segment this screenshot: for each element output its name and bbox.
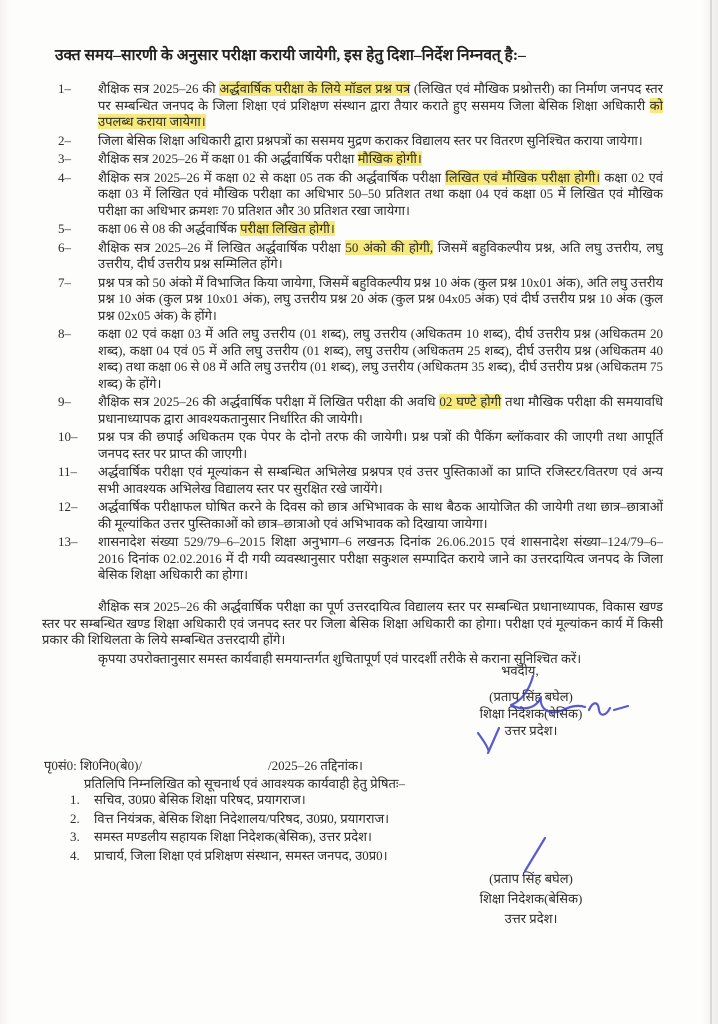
- copy-recipient-item: [70, 848, 630, 863]
- signatory-name: (प्रताप सिंह बघेल): [489, 689, 573, 704]
- directives-list: [58, 81, 663, 586]
- directive-text: [98, 394, 663, 427]
- directive-text: [98, 221, 663, 238]
- directive-number: 9–: [58, 394, 71, 409]
- closing-section: [42, 599, 663, 669]
- document-heading: उक्त समय–सारणी के अनुसार परीक्षा करायी जायेगी, इस हेतु दिशा–निर्देश निम्नवत् है:–: [55, 47, 526, 64]
- text-run: कक्षा 02 एवं कक्षा 03 में लिखित एवं मौखिक परीक्षा का अधिभार 50–50 प्रतिशत तथा कक्षा 04 एवं कक्षा 05 में लिखित एवं मौखिक परीक्षा का अधिभार क्रमशः 70 प्रतिशत और 30 प्रतिशत रखा जायेगा।: [98, 169, 663, 218]
- text-run: शासनादेश संख्या 529/79–6–2015 शिक्षा अनुभाग–6 लखनऊ दिनांक 26.06.2015 एवं शासनादेश संख्या–124/79–6–2016 दिनांक 02.02.2016 में दी गयी व्यवस्थानुसार परीक्षा सकुशल सम्पादित कराये जाने का उत्तरदायित्व जनपद के जिला बेसिक शिक्षा अधिकारी का होगा।: [98, 534, 663, 582]
- text-run: जिसमें बहुविकल्पीय प्रश्न, अति लघु उत्तरीय, लघु उत्तरीय, दीर्घ उत्तरीय प्रश्न सम्मिलित होंगे।: [98, 239, 663, 271]
- directive-item: [58, 275, 663, 325]
- signature-block-bottom: [446, 869, 616, 929]
- highlighted-text: लिखित एवं मौखिक परीक्षा होगी।: [445, 169, 601, 185]
- text-run: शैक्षिक सत्र 2025–26 की: [98, 81, 220, 96]
- copy-recipient-text: सचिव, उ0प्र0 बेसिक शिक्षा परिषद, प्रयागराज।: [94, 792, 306, 807]
- directive-number: 11–: [58, 464, 78, 479]
- directive-text: [98, 499, 663, 532]
- text-run: प्रश्न पत्र को 50 अंको में विभाजित किया जायेगा, जिसमें बहुविकल्पीय प्रश्न 10 अंक (कुल प्रश्न 10x01 अंक), अति लघु उत्तरीय प्रश्न 10 अंक (कुल प्रश्न 10x01 अंक), लघु उत्तरीय प्रश्न 20 अंक (कुल प्रश्न 04x05 अंक) एवं दीर्घ उत्तरीय प्रश्न 10 अंक (कुल प्रश्न 02x05 अंक) के होंगे।: [98, 274, 663, 323]
- copy-recipient-item: [70, 811, 630, 826]
- highlighted-text: को उपलब्ध कराया जायेगा।: [98, 97, 663, 129]
- directive-item: [58, 133, 663, 150]
- copy-recipient-number: 2.: [70, 810, 80, 826]
- text-run: तथा मौखिक परीक्षा की समयावधि प्रधानाध्यापक द्वारा आवश्यकतानुसार निर्धारित की जायेगी।: [98, 394, 663, 426]
- signatory-title: शिक्षा निदेशक(बेसिक): [479, 706, 583, 721]
- directive-item: [58, 499, 663, 532]
- directive-number: 7–: [58, 274, 71, 290]
- text-run: कक्षा 02 एवं कक्षा 03 में अति लघु उत्तरीय (01 शब्द), लघु उत्तरीय (अधिकतम 10 शब्द), दीर्घ उत्तरीय प्रश्न (अधिकतम 20 शब्द), कक्षा 04 एवं 05 में अति लघु उत्तरीय (01 शब्द), लघु उत्तरीय (अधिकतम 25 शब्द), दीर्घ उत्तरीय प्रश्न (अधिकतम 40 शब्द) तथा कक्षा 06 से 08 में अति लघु उत्तरीय (01 शब्द), लघु उत्तरीय (अधिकतम 35 शब्द), दीर्घ उत्तरीय प्रश्न (अधिकतम 75 शब्द) के होंगे।: [98, 326, 663, 391]
- text-run: (लिखित एवं मौखिक प्रश्नोत्तरी) का निर्माण जनपद स्तर पर सम्बन्धित जनपद के जिला शिक्षा एवं प्रशिक्षण संस्थान द्वारा तैयार कराते हुए ससमय जिला बेसिक शिक्षा अधिकारी: [98, 81, 663, 113]
- directive-number: 3–: [58, 151, 71, 166]
- directive-text: [98, 133, 663, 150]
- text-run: शैक्षिक सत्र 2025–26 में कक्षा 02 से कक्षा 05 तक की अर्द्धवार्षिक परीक्षा: [98, 169, 446, 185]
- reference-line: [44, 756, 664, 774]
- highlighted-text: 50 अंको की होगी,: [345, 239, 434, 255]
- copy-recipient-number: 1.: [70, 792, 80, 807]
- text-run: अर्द्धवार्षिक परीक्षाफल घोषित करने के दिवस को छात्र अभिभावक के साथ बैठक आयोजित की जायेगी तथा छात्र–छात्राओं की मूल्यांकित उत्तर पुस्तिकाओं को छात्र–छात्राओ एवं अभिभावक को दिखाया जायेगा।: [98, 499, 663, 531]
- directive-text: [98, 464, 663, 497]
- text-run: शैक्षिक सत्र 2025–26 में लिखित अर्द्धवार्षिक परीक्षा: [98, 239, 346, 255]
- directive-item: [58, 394, 663, 427]
- directive-item: [58, 326, 663, 392]
- directive-number: 13–: [58, 534, 78, 549]
- directive-text: [98, 534, 663, 584]
- signatory-region: उत्तर प्रदेश।: [504, 911, 558, 926]
- signatory-title: शिक्षा निदेशक(बेसिक): [479, 891, 583, 906]
- highlighted-text: मौखिक होगी।: [357, 151, 422, 166]
- directive-item: [58, 170, 663, 220]
- directive-text: [98, 275, 663, 325]
- signatory-region: उत्तर प्रदेश।: [504, 723, 558, 738]
- directive-number: 6–: [58, 239, 71, 255]
- directive-number: 4–: [58, 169, 71, 185]
- directive-number: 2–: [58, 132, 71, 148]
- directive-item: [58, 464, 663, 497]
- signature-block-main: [446, 688, 616, 739]
- directive-item: [58, 240, 663, 273]
- reference-number-prefix: पृ0सं0: शि0नि0(बे0)/: [44, 758, 143, 773]
- copy-recipients-list: [70, 792, 630, 866]
- signatory-name: (प्रताप सिंह बघेल): [489, 871, 573, 886]
- closing-paragraph-responsibility: शैक्षिक सत्र 2025–26 की अर्द्धवार्षिक परीक्षा का पूर्ण उत्तरदायित्व विद्यालय स्तर पर सम्बन्धित प्रधानाध्यापक, विकास खण्ड स्तर पर सम्बन्धित खण्ड शिक्षा अधिकारी एवं जनपद स्तर पर जिला बेसिक शिक्षा अधिकारी का होगा। परीक्षा एवं मूल्यांकन कार्य में किसी प्रकार की शिथिलता के लिये सम्बन्धित उत्तरदायी होंगे।: [42, 599, 663, 647]
- copy-recipient-text: वित्त नियंत्रक, बेसिक शिक्षा निदेशालय/परिषद, उ0प्र0, प्रयागराज।: [94, 810, 390, 826]
- directive-text: [98, 429, 663, 462]
- copy-recipient-text: प्राचार्य, जिला शिक्षा एवं प्रशिक्षण संस्थान, समस्त जनपद, उ0प्र0।: [94, 847, 388, 863]
- text-run: प्रश्न पत्र की छपाई अधिकतम एक पेपर के दोनो तरफ की जायेगी। प्रश्न पत्रों की पैकिंग ब्लॉकवार की जाएगी तथा आपूर्ति जनपद स्तर पर प्राप्त की जाएगी।: [98, 429, 663, 461]
- directive-number: 12–: [58, 499, 78, 514]
- highlighted-text: अर्द्धवार्षिक परीक्षा के लिये मॉडल प्रश्न पत्र: [219, 81, 411, 96]
- directive-item: [58, 534, 663, 584]
- directive-number: 10–: [58, 429, 78, 444]
- salutation: भवदीय,: [501, 663, 539, 678]
- copy-recipient-number: 3.: [70, 829, 80, 844]
- scan-edge-line: [710, 0, 712, 1024]
- directive-item: [58, 429, 663, 462]
- directive-text: [98, 81, 663, 131]
- highlighted-text: परीक्षा लिखित होगी।: [240, 221, 335, 236]
- copy-recipient-item: [70, 829, 630, 844]
- copy-recipient-item: [70, 792, 630, 807]
- text-run: शैक्षिक सत्र 2025–26 में कक्षा 01 की अर्द्धवार्षिक परीक्षा: [98, 151, 358, 166]
- closing-paragraph-request: कृपया उपरोक्तानुसार समस्त कार्यवाही समयान्तर्गत शुचितापूर्ण एवं पारदर्शी तरीके से कराना सुनिश्चित करें।: [98, 650, 582, 666]
- text-run: शैक्षिक सत्र 2025–26 की अर्द्धवार्षिक परीक्षा में लिखित परीक्षा की अवधि: [98, 394, 440, 409]
- directive-number: 1–: [58, 81, 71, 96]
- text-run: कक्षा 06 से 08 की अर्द्धवार्षिक: [98, 221, 241, 236]
- directive-item: [58, 81, 663, 131]
- highlighted-text: 02 घण्टे होगी: [439, 394, 502, 409]
- directive-text: [98, 240, 663, 273]
- directive-text: [98, 170, 663, 220]
- directive-text: [98, 326, 663, 392]
- text-run: अर्द्धवार्षिक परीक्षा एवं मूल्यांकन से सम्बन्धित अभिलेख प्रश्नपत्र एवं उत्तर पुस्तिकाओं का प्राप्ति रजिस्टर/वितरण एवं अन्य सभी आवश्यक अभिलेख विद्यालय स्तर पर सुरक्षित रखे जायेंगे।: [98, 464, 663, 496]
- copy-recipient-text: समस्त मण्डलीय सहायक शिक्षा निदेशक(बेसिक), उत्तर प्रदेश।: [94, 829, 372, 844]
- directive-number: 8–: [58, 326, 71, 341]
- directive-number: 5–: [58, 221, 71, 236]
- text-run: जिला बेसिक शिक्षा अधिकारी द्वारा प्रश्नपत्रों का ससमय मुद्रण कराकर विद्यालय स्तर पर वितरण सुनिश्चित कराया जायेगा।: [98, 132, 643, 148]
- copy-recipient-number: 4.: [70, 847, 80, 863]
- directive-text: [98, 151, 663, 168]
- directive-item: [58, 221, 663, 238]
- copy-distribution-heading: प्रतिलिपि निम्नलिखित को सूचनार्थ एवं आवश्यक कार्यवाही हेतु प्रेषितः–: [84, 776, 406, 791]
- reference-number-suffix: /2025–26 तद्दिनांक।: [268, 758, 363, 773]
- directive-item: [58, 151, 663, 168]
